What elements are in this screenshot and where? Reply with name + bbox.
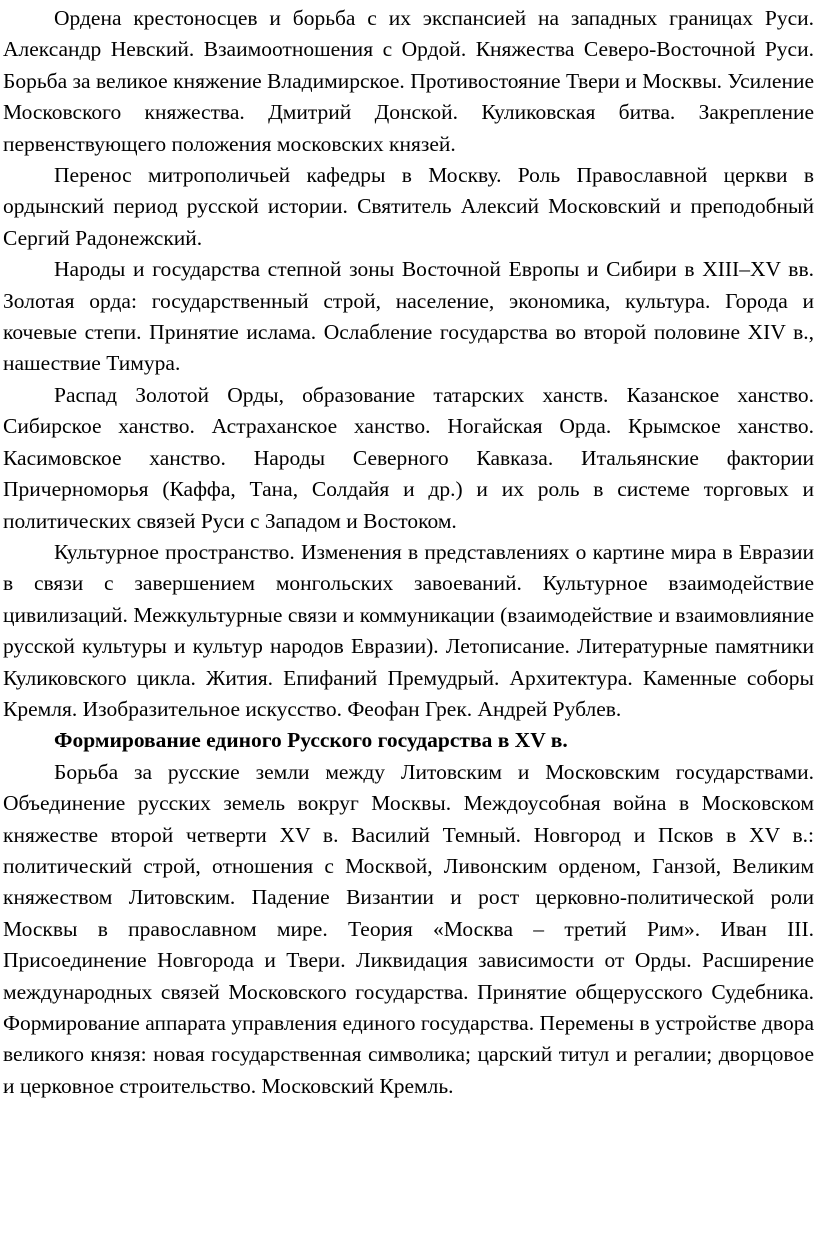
paragraph-steppe-peoples: Народы и государства степной зоны Восточной Европы и Сибири в XIII–XV вв. Золотая орда: государственный строй, население, экономика, культура. Города и кочевые степи. Принятие ислама. Ослабление государства во второй половине XIV в., нашествие Тимура. xyxy=(3,257,814,376)
paragraph-crusaders-and-moscow-rise: Ордена крестоносцев и борьба с их экспансией на западных границах Руси. Александр Невский. Взаимоотношения с Ордой. Княжества Северо-Восточной Руси. Борьба за великое княжение Владимирское. Противостояние Твери и Москвы. Усиление Московского княжества. Дмитрий Донской. Куликовская битва. Закрепление первенствующего положения московских князей. xyxy=(3,6,814,156)
paragraph-unified-state: Борьба за русские земли между Литовским и Московским государствами. Объединение русских земель вокруг Москвы. Междоусобная война в Московском княжестве второй четверти XV в. Василий Темный. Новгород и Псков в XV в.: политический строй, отношения с Москвой, Ливонским орденом, Ганзой, Великим княжеством Литовским. Падение Византии и рост церковно-политической роли Москвы в православном мире. Теория «Москва – третий Рим». Иван III. Присоединение Новгорода и Твери. Ликвидация зависимости от Орды. Расширение международных связей Московского государства. Принятие общерусского Судебника. Формирование аппарата управления единого государства. Перемены в устройстве двора великого князя: новая государственная символика; царский титул и регалии; дворцовое и церковное строительство. Московский Кремль. xyxy=(3,759,814,1098)
paragraph-cultural-space: Культурное пространство. Изменения в представлениях о картине мира в Евразии в связи с завершением монгольских завоеваний. Культурное взаимодействие цивилизаций. Межкультурные связи и коммуникации (взаимодействие и взаимовлияние русской культуры и культур народов Евразии). Летописание. Литературные памятники Куликовского цикла. Жития. Епифаний Премудрый. Архитектура. Каменные соборы Кремля. Изобразительное искусство. Феофан Грек. Андрей Рублев. xyxy=(3,539,814,721)
paragraph-golden-horde-breakup: Распад Золотой Орды, образование татарских ханств. Казанское ханство. Сибирское ханство. Астраханское ханство. Ногайская Орда. Крымское ханство. Касимовское ханство. Народы Северного Кавказа. Итальянские фактории Причерноморья (Каффа, Тана, Солдайя и др.) и их роль в системе торговых и политических связей Руси с Западом и Востоком. xyxy=(3,382,814,533)
section-heading: Формирование единого Русского государства в XV в. xyxy=(54,728,568,753)
paragraph-metropolitan-see: Перенос митрополичьей кафедры в Москву. Роль Православной церкви в ордынский период русской истории. Святитель Алексий Московский и преподобный Сергий Радонежский. xyxy=(3,163,814,250)
